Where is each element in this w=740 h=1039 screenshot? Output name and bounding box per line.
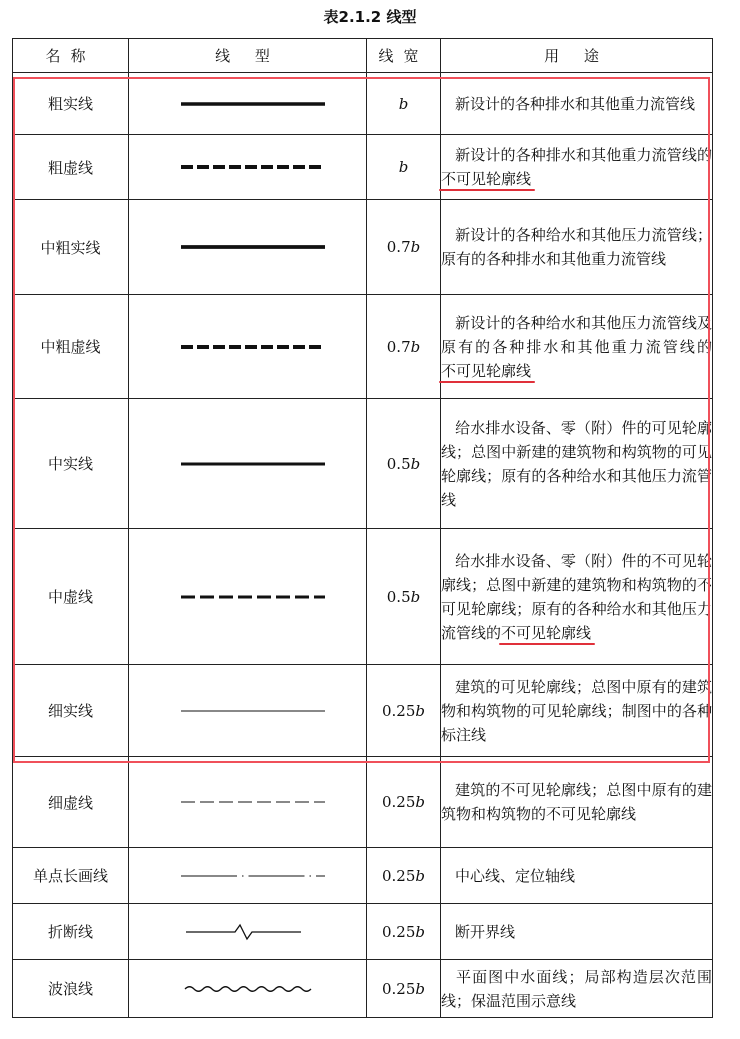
line-sample-dashed-mediumthick	[129, 332, 367, 362]
table-row	[13, 848, 713, 904]
line-sample-solid-thick	[129, 89, 367, 119]
usage-text: 给水排水设备、零（附）件的可见轮廓线；总图中新建的建筑物和构筑物的可见轮廓线；原有的各种给水和其他压力流管线	[441, 418, 712, 509]
line-width-b: b	[415, 979, 425, 998]
line-sample-dashed-thick	[129, 152, 367, 182]
line-width-factor: 0.25	[381, 979, 416, 998]
line-width-factor: 0.5	[386, 454, 411, 473]
line-sample-dashed-thin	[129, 787, 367, 817]
line-sample-solid-medium	[129, 449, 367, 479]
line-width-factor: 0.25	[381, 922, 416, 941]
line-width-factor: 0.7	[386, 337, 411, 356]
line-type-cell	[129, 200, 367, 295]
line-width-factor: 0.5	[386, 587, 411, 606]
usage-text: 建筑的可见轮廓线；总图中原有的建筑物和构筑物的可见轮廓线；制图中的各种标注线	[441, 677, 712, 744]
table-row	[13, 960, 713, 1018]
header-name: 名称	[13, 39, 129, 73]
table-row	[13, 529, 713, 665]
line-type-cell	[129, 135, 367, 200]
line-name: 波浪线	[13, 960, 129, 1018]
line-name: 单点长画线	[13, 848, 129, 904]
usage-text: 中心线、定位轴线	[455, 866, 576, 885]
line-name: 中实线	[13, 399, 129, 529]
line-type-cell	[129, 399, 367, 529]
line-width-b: b	[410, 337, 421, 356]
usage-text: 新设计的各种排水和其他重力流管线	[455, 94, 696, 113]
line-width-b: b	[415, 701, 425, 720]
line-width-b: b	[410, 587, 421, 606]
line-sample-dashed-medium	[129, 582, 367, 612]
line-name: 细实线	[13, 665, 129, 757]
table-row	[13, 399, 713, 529]
table-title: 表2.1.2 线型	[323, 8, 417, 26]
table-row	[13, 295, 713, 399]
line-type-cell	[129, 848, 367, 904]
usage-text: 新设计的各种给水和其他压力流管线；原有的各种排水和其他重力流管线	[441, 226, 712, 268]
table-row	[13, 73, 713, 135]
line-type-cell	[129, 665, 367, 757]
usage-text: 平面图中水面线；局部构造层次范围线；保温范围示意线	[441, 967, 712, 1010]
header-usage: 用 途	[441, 39, 713, 73]
line-width-factor: 0.25	[381, 866, 416, 885]
line-usage	[441, 399, 713, 529]
line-type-cell	[129, 960, 367, 1018]
table-row	[13, 665, 713, 757]
line-width-factor: 0.25	[381, 793, 416, 811]
line-usage	[441, 73, 713, 135]
line-width-b: b	[415, 866, 425, 885]
line-width	[367, 200, 441, 295]
line-width	[367, 960, 441, 1018]
line-sample-solid-thin	[129, 696, 367, 726]
line-usage	[441, 904, 713, 960]
line-type-cell	[129, 757, 367, 848]
table-row	[13, 904, 713, 960]
line-usage	[441, 200, 713, 295]
line-usage	[441, 960, 713, 1018]
line-type-cell	[129, 73, 367, 135]
line-width	[367, 135, 441, 200]
line-width	[367, 848, 441, 904]
line-usage	[441, 848, 713, 904]
line-width-b: b	[415, 922, 425, 941]
usage-text: 断开界线	[455, 922, 516, 941]
line-usage	[441, 757, 713, 848]
line-name: 细虚线	[13, 757, 129, 848]
line-width-b: b	[410, 454, 421, 473]
header-width: 线宽	[367, 39, 441, 73]
underlined-annotation: 不可见轮廓线	[441, 361, 532, 380]
line-sample-wave	[129, 974, 367, 1004]
line-type-cell	[129, 529, 367, 665]
line-name: 中虚线	[13, 529, 129, 665]
usage-text: 新设计的各种排水和其他重力流管线的	[455, 146, 712, 164]
header-row	[13, 39, 713, 73]
line-usage	[441, 135, 713, 200]
line-name: 中粗实线	[13, 200, 129, 295]
line-width-b: b	[398, 158, 409, 176]
line-width-b: b	[415, 793, 425, 811]
line-sample-dash-dot	[129, 861, 367, 891]
line-width-factor: 0.7	[386, 238, 411, 256]
line-sample-solid-mediumthick	[129, 232, 367, 262]
line-width	[367, 73, 441, 135]
line-width	[367, 529, 441, 665]
header-type: 线 型	[129, 39, 367, 73]
line-name: 中粗虚线	[13, 295, 129, 399]
line-width-b: b	[398, 94, 409, 113]
usage-text: 新设计的各种给水和其他压力流管线及原有的各种排水和其他重力流管线的	[441, 313, 712, 356]
line-name: 折断线	[13, 904, 129, 960]
line-type-table	[12, 38, 713, 1018]
line-usage	[441, 665, 713, 757]
line-name: 粗虚线	[13, 135, 129, 200]
line-type-cell	[129, 295, 367, 399]
line-width-factor: 0.25	[381, 701, 416, 720]
table-row	[13, 200, 713, 295]
table-row	[13, 135, 713, 200]
line-width	[367, 399, 441, 529]
line-width	[367, 665, 441, 757]
underlined-annotation: 不可见轮廓线	[501, 623, 592, 642]
line-width	[367, 295, 441, 399]
usage-text: 建筑的不可见轮廓线；总图中原有的建筑物和构筑物的不可见轮廓线	[441, 781, 712, 823]
line-width	[367, 904, 441, 960]
line-name: 粗实线	[13, 73, 129, 135]
line-width-b: b	[410, 238, 421, 256]
line-type-cell	[129, 904, 367, 960]
line-width	[367, 757, 441, 848]
usage-text: 给水排水设备、零（附）件的不可见轮廓线；总图中新建的建筑物和构筑物的不可见轮廓线；原有的各种给水和其他压力流管线的	[441, 551, 712, 642]
line-usage	[441, 295, 713, 399]
line-usage	[441, 529, 713, 665]
line-sample-break	[129, 917, 367, 947]
underlined-annotation: 不可见轮廓线	[441, 170, 532, 188]
table-row	[13, 757, 713, 848]
